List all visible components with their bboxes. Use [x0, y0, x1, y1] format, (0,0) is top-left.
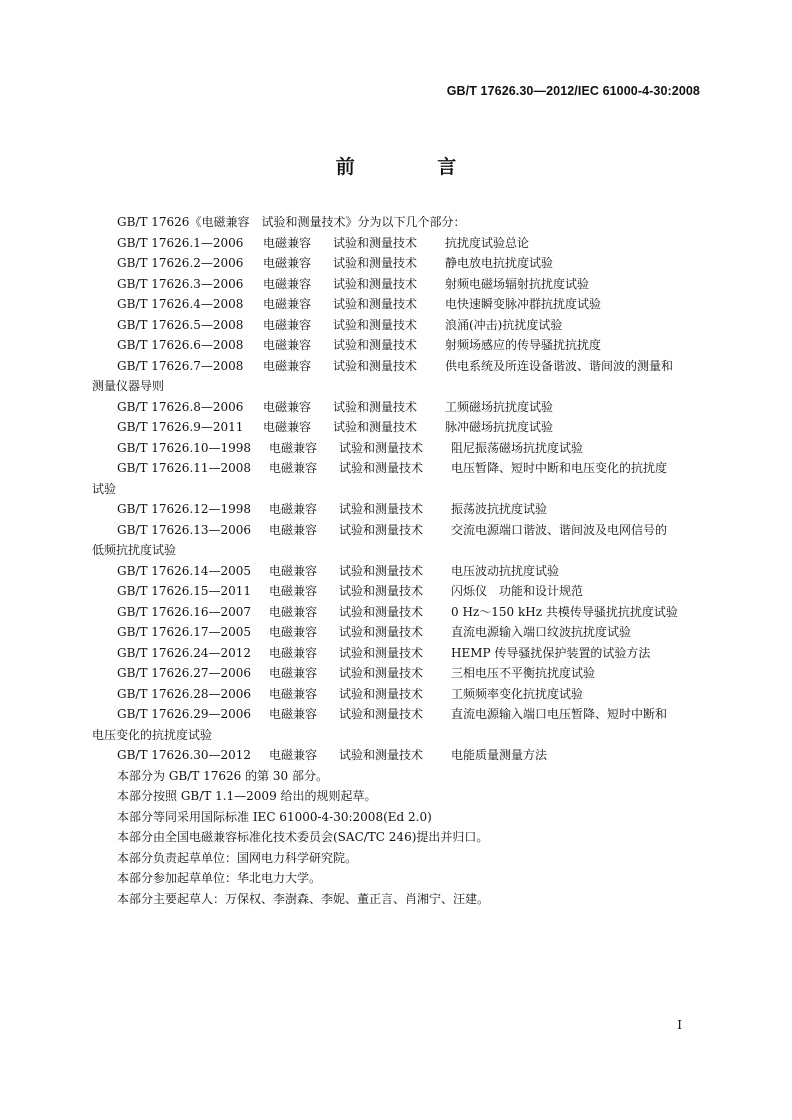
part-field: 试验和测量技术 [339, 748, 424, 762]
part-list-item [92, 602, 704, 623]
part-field: 试验和测量技术 [333, 420, 418, 434]
part-field: 试验和测量技术 [333, 276, 418, 291]
part-list-item [92, 438, 704, 459]
part-org: 电磁兼容 [269, 748, 318, 762]
part-subject: 闪烁仪 功能和设计规范 [451, 584, 584, 598]
part-list-item [92, 745, 704, 766]
part-code: GB/T 17626.11—2008 [117, 461, 252, 475]
part-subject: 工频磁场抗扰度试验 [445, 399, 554, 414]
part-list-item [92, 294, 704, 315]
part-field: 试验和测量技术 [339, 707, 424, 721]
part-subject: 阻尼振荡磁场抗扰度试验 [451, 440, 584, 455]
part-code: GB/T 17626.24—2012 [117, 645, 252, 660]
part-code: GB/T 17626.3—2006 [117, 276, 244, 291]
part-subject: 振荡波抗扰度试验 [451, 502, 548, 516]
part-field: 试验和测量技术 [333, 358, 418, 373]
part-code: GB/T 17626.12—1998 [117, 502, 252, 516]
part-org: 电磁兼容 [269, 440, 318, 455]
intro-paragraph: GB/T 17626《电磁兼容 试验和测量技术》分为以下几个部分： [117, 215, 466, 229]
part-org: 电磁兼容 [263, 358, 312, 373]
part-list-item [92, 643, 704, 664]
part-list-item [92, 622, 704, 643]
part-list-item [92, 520, 704, 541]
part-field: 试验和测量技术 [339, 461, 424, 475]
part-code: GB/T 17626.1—2006 [117, 235, 244, 250]
part-code: GB/T 17626.5—2008 [117, 317, 244, 332]
part-code: GB/T 17626.8—2006 [117, 399, 244, 414]
part-code: GB/T 17626.4—2008 [117, 297, 244, 311]
part-org: 电磁兼容 [263, 297, 312, 311]
part-list-item [92, 356, 704, 377]
part-org: 电磁兼容 [263, 276, 312, 291]
part-field: 试验和测量技术 [339, 440, 424, 455]
part-list-item [92, 233, 704, 254]
part-org: 电磁兼容 [263, 399, 312, 414]
part-field: 试验和测量技术 [333, 235, 418, 250]
part-code: GB/T 17626.27—2006 [117, 666, 252, 680]
part-subject: 电压波动抗扰度试验 [451, 563, 560, 578]
part-subject: 直流电源输入端口纹波抗扰度试验 [451, 625, 632, 639]
preface-statement: 本部分负责起草单位：国网电力科学研究院。 [117, 850, 358, 865]
part-field: 试验和测量技术 [333, 317, 418, 332]
part-code: GB/T 17626.6—2008 [117, 338, 244, 352]
part-list-item [92, 581, 704, 602]
part-org: 电磁兼容 [269, 522, 318, 537]
part-field: 试验和测量技术 [339, 502, 424, 516]
part-org: 电磁兼容 [269, 666, 318, 680]
part-org: 电磁兼容 [269, 502, 318, 516]
part-code: GB/T 17626.15—2011 [117, 584, 252, 598]
part-subject: 0 Hz～150 kHz 共模传导骚扰抗扰度试验 [451, 604, 678, 619]
part-org: 电磁兼容 [269, 686, 318, 701]
part-subject: 射频电磁场辐射抗扰度试验 [445, 276, 590, 291]
part-field: 试验和测量技术 [339, 625, 424, 639]
part-subject: 直流电源输入端口电压暂降、短时中断和 [451, 707, 668, 721]
part-org: 电磁兼容 [263, 317, 312, 332]
preface-statement: 本部分为 GB/T 17626 的第 30 部分。 [117, 768, 328, 783]
part-subject: 抗扰度试验总论 [445, 235, 530, 250]
part-field: 试验和测量技术 [339, 666, 424, 680]
part-code: GB/T 17626.10—1998 [117, 440, 252, 455]
preface-statement: 本部分主要起草人：万保权、李澍森、李妮、董正言、肖湘宁、汪建。 [117, 891, 490, 906]
part-list-item [92, 704, 704, 725]
part-org: 电磁兼容 [269, 563, 318, 578]
part-list-item [92, 458, 704, 479]
part-subject: 供电系统及所连设备谐波、谐间波的测量和 [445, 358, 674, 373]
part-org: 电磁兼容 [263, 420, 312, 434]
part-code: GB/T 17626.17—2005 [117, 625, 252, 639]
part-subject: HEMP 传导骚扰保护装置的试验方法 [451, 645, 651, 660]
part-field: 试验和测量技术 [339, 645, 424, 660]
part-org: 电磁兼容 [269, 707, 318, 721]
part-subject: 射频场感应的传导骚扰抗扰度 [445, 338, 602, 352]
part-list-item [92, 417, 704, 438]
part-code: GB/T 17626.9—2011 [117, 420, 244, 434]
part-code: GB/T 17626.2—2006 [117, 256, 244, 270]
part-code: GB/T 17626.7—2008 [117, 358, 244, 373]
part-code: GB/T 17626.13—2006 [117, 522, 252, 537]
part-field: 试验和测量技术 [339, 522, 424, 537]
part-list-item [92, 397, 704, 418]
preface-statement: 本部分按照 GB/T 1.1—2009 给出的规则起草。 [117, 789, 377, 803]
part-list-item [92, 499, 704, 520]
statements-list [92, 766, 704, 910]
part-list-item [92, 253, 704, 274]
part-subject: 脉冲磁场抗扰度试验 [445, 420, 554, 434]
part-subject: 电压暂降、短时中断和电压变化的抗扰度 [451, 461, 668, 475]
part-subject: 浪涌(冲击)抗扰度试验 [445, 317, 563, 332]
part-subject: 工频频率变化抗扰度试验 [451, 686, 584, 701]
part-list-item [92, 561, 704, 582]
part-field: 试验和测量技术 [339, 563, 424, 578]
part-org: 电磁兼容 [269, 461, 318, 475]
preface-statement: 本部分等同采用国际标准 IEC 61000-4-30:2008(Ed 2.0) [117, 809, 432, 824]
part-org: 电磁兼容 [263, 338, 312, 352]
part-subject: 静电放电抗扰度试验 [445, 256, 554, 270]
part-code: GB/T 17626.14—2005 [117, 563, 252, 578]
part-list-item-continuation: 试验 [92, 481, 117, 496]
preface-title: 前 言 [335, 156, 495, 178]
part-field: 试验和测量技术 [339, 686, 424, 701]
part-field: 试验和测量技术 [339, 584, 424, 598]
preface-statement: 本部分由全国电磁兼容标准化技术委员会(SAC/TC 246)提出并归口。 [117, 830, 489, 844]
part-code: GB/T 17626.30—2012 [117, 748, 252, 762]
part-list-item [92, 684, 704, 705]
part-field: 试验和测量技术 [333, 399, 418, 414]
part-field: 试验和测量技术 [333, 297, 418, 311]
part-org: 电磁兼容 [263, 256, 312, 270]
part-code: GB/T 17626.28—2006 [117, 686, 252, 701]
part-list-item [92, 274, 704, 295]
part-org: 电磁兼容 [269, 625, 318, 639]
part-list-item [92, 663, 704, 684]
part-code: GB/T 17626.16—2007 [117, 604, 252, 619]
part-list-item [92, 315, 704, 336]
page-number: I [677, 1018, 682, 1032]
part-subject: 交流电源端口谐波、谐间波及电网信号的 [451, 522, 668, 537]
part-field: 试验和测量技术 [333, 256, 418, 270]
parts-list [92, 233, 704, 766]
part-org: 电磁兼容 [269, 645, 318, 660]
part-list-item-continuation: 低频抗扰度试验 [92, 543, 177, 557]
part-subject: 电快速瞬变脉冲群抗扰度试验 [445, 297, 602, 311]
part-subject: 电能质量测量方法 [451, 748, 548, 762]
part-org: 电磁兼容 [263, 235, 312, 250]
preface-body [92, 212, 704, 909]
preface-statement: 本部分参加起草单位：华北电力大学。 [117, 871, 322, 885]
part-org: 电磁兼容 [269, 584, 318, 598]
part-field: 试验和测量技术 [339, 604, 424, 619]
part-list-item [92, 335, 704, 356]
part-field: 试验和测量技术 [333, 338, 418, 352]
part-code: GB/T 17626.29—2006 [117, 707, 252, 721]
part-subject: 三相电压不平衡抗扰度试验 [451, 666, 596, 680]
part-list-item-continuation: 电压变化的抗扰度试验 [92, 727, 213, 742]
part-org: 电磁兼容 [269, 604, 318, 619]
part-list-item-continuation: 测量仪器导则 [92, 379, 165, 393]
standard-number-header: GB/T 17626.30—2012/IEC 61000-4-30:2008 [446, 84, 700, 98]
